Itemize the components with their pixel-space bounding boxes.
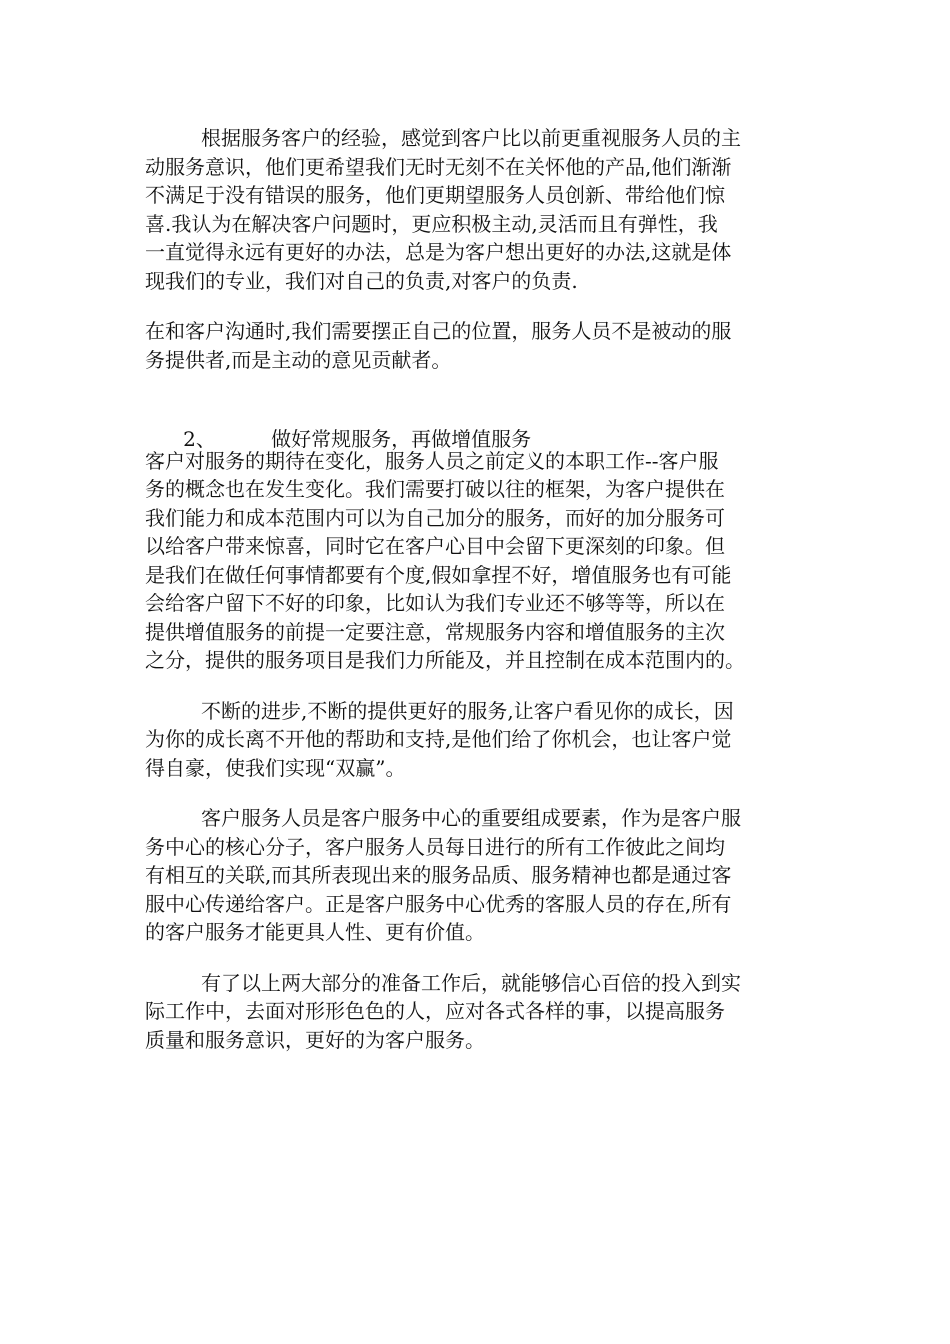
text-line: 得自豪，使我们实现“双赢”。 [145,755,406,780]
text-line: 现我们的专业，我们对自己的负责,对客户的负责. [145,268,578,293]
paragraph-gap [145,782,807,804]
text-line: 质量和服务意识，更好的为客户服务。 [145,1027,485,1052]
section-title: 做好常规服务，再做增值服务 [271,426,532,451]
text-line: 一直觉得永远有更好的办法，总是为客户想出更好的办法,这就是体 [145,240,732,264]
text-line: 我们能力和成本范围内可以为自己加分的服务，而好的加分服务可 [145,505,725,530]
paragraph-value-added-service [145,447,807,675]
text-line: 的客户服务才能更具人性、更有价值。 [145,920,485,944]
text-line: 有了以上两大部分的准备工作后，就能够信心百倍的投入到实 [201,970,741,995]
paragraph-customer-experience [145,124,807,295]
paragraph-progress [145,697,807,783]
paragraph-gap [145,374,807,396]
text-line: 会给客户留下不好的印象，比如认为我们专业还不够等等，所以在 [145,591,725,615]
text-line: 根据服务客户的经验，感觉到客户比以前更重视服务人员的主 [201,126,741,150]
text-line: 务提供者,而是主动的意见贡献者。 [145,347,452,372]
text-line: 不断的进步,不断的提供更好的服务,让客户看见你的成长，因 [201,698,734,723]
text-line: 客户服务人员是客户服务中心的重要组成要素，作为是客户服 [201,806,741,830]
text-line: 是我们在做任何事情都要有个度,假如拿捏不好，增值服务也有可能 [145,562,732,587]
text-line: 为你的成长离不开他的帮助和支持,是他们给了你机会，也让客户觉 [145,727,732,751]
document-body [145,124,807,1054]
text-line: 提供增值服务的前提一定要注意，常规服务内容和增值服务的主次 [145,619,725,644]
text-line: 有相互的关联,而其所表现出来的服务品质、服务精神也都是通过客 [145,863,732,887]
text-line: 务中心的核心分子，客户服务人员每日进行的所有工作彼此之间均 [145,834,725,859]
text-line: 际工作中，去面对形形色色的人，应对各式各样的事，以提高服务 [145,999,725,1023]
text-line: 务的概念也在发生变化。我们需要打破以往的框架，为客户提供在 [145,477,725,501]
text-line: 动服务意识，他们更希望我们无时无刻不在关怀他的产品,他们渐渐 [145,154,732,179]
text-line: 客户对服务的期待在变化，服务人员之前定义的本职工作--客户服 [145,448,719,473]
text-line: 在和客户沟通时,我们需要摆正自己的位置，服务人员不是被动的服 [145,319,732,343]
text-line: 不满足于没有错误的服务，他们更期望服务人员创新、带给他们惊 [145,183,725,207]
paragraph-gap [145,947,807,969]
section-heading [145,396,807,451]
text-line: 喜.我认为在解决客户问题时，更应积极主动,灵活而且有弹性，我 [145,211,718,236]
text-line: 服中心传递给客户。正是客户服务中心优秀的客服人员的存在,所有 [145,891,732,916]
text-line: 以给客户带来惊喜，同时它在客户心目中会留下更深刻的印象。但 [145,534,725,558]
section-number: 2、 [183,426,216,451]
text-line: 之分，提供的服务项目是我们力所能及，并且控制在成本范围内的。 [145,648,745,672]
paragraph-gap [145,675,807,697]
paragraph-service-staff [145,804,807,947]
paragraph-conclusion [145,969,807,1055]
paragraph-gap [145,295,807,317]
paragraph-communication [145,317,807,374]
